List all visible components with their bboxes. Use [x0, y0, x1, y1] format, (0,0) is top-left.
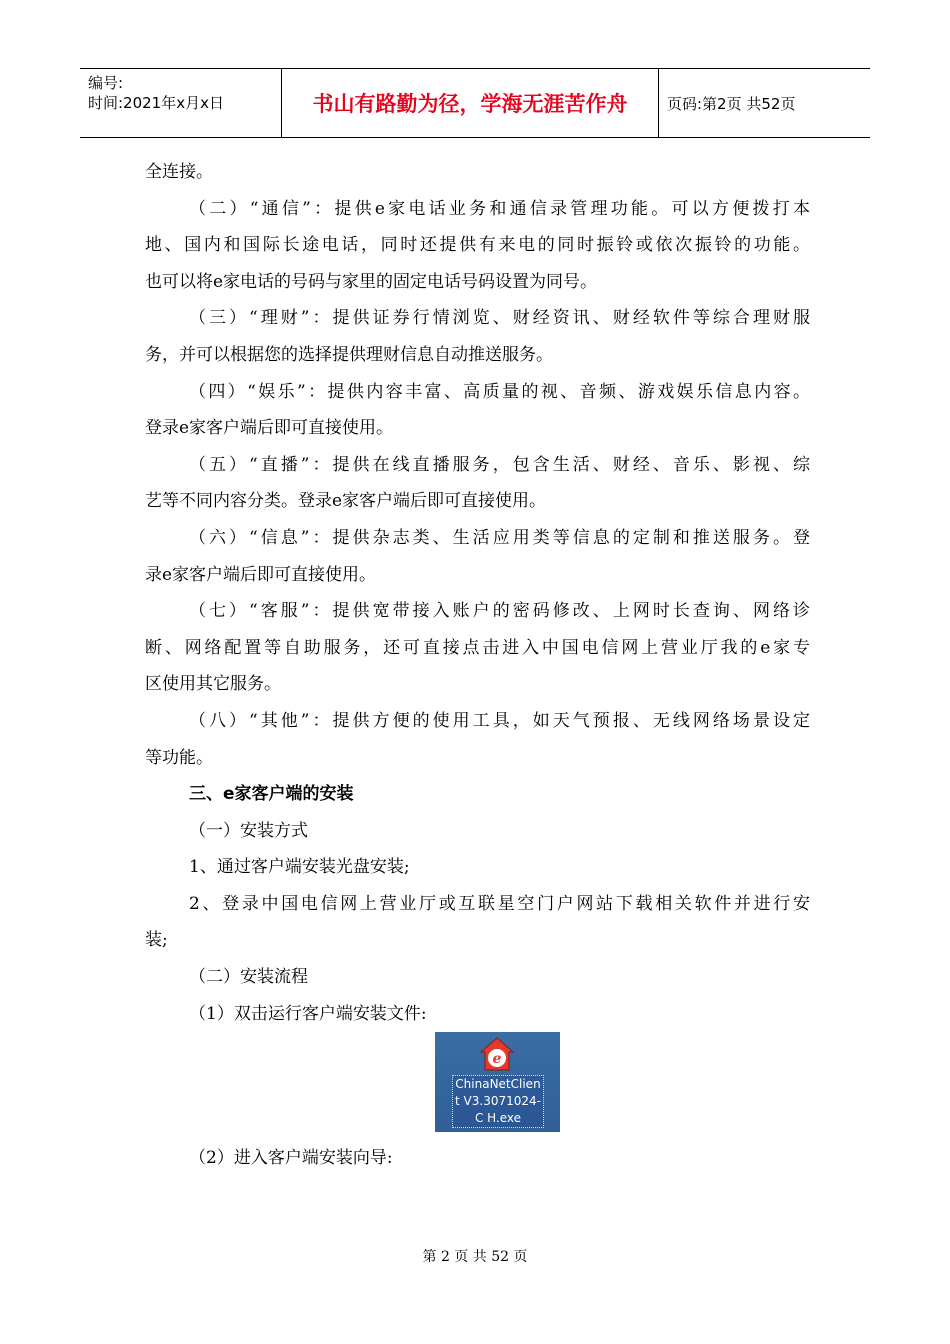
text-line: 全连接。: [145, 162, 213, 182]
document-body: [145, 154, 810, 1032]
text-line: （四）“娱乐”：提供内容丰富、高质量的视、音频、游戏娱乐信息内容。: [189, 381, 810, 402]
header-meta: [80, 69, 282, 137]
text-line: （八）“其他”：提供方便的使用工具，如天气预报、无线网络场景设定: [189, 710, 810, 731]
text-line: 断、网络配置等自助服务，还可直接点击进入中国电信网上营业厅我的e家专: [145, 637, 810, 658]
page-header: [80, 68, 870, 138]
text-line: 登录e家客户端后即可直接使用。: [145, 418, 394, 439]
text-line: 等功能。: [145, 747, 213, 768]
e-home-icon: [479, 1036, 515, 1072]
text-line: 也可以将e家电话的号码与家里的固定电话号码设置为同号。: [145, 271, 598, 292]
text-line: （二）安装流程: [189, 967, 308, 988]
text-line: 装;: [145, 930, 168, 951]
installer-file-icon[interactable]: [435, 1032, 560, 1132]
text-line: 务，并可以根据您的选择提供理财信息自动推送服务。: [145, 344, 553, 365]
text-line: （五）“直播”：提供在线直播服务，包含生活、财经、音乐、影视、综: [189, 454, 810, 475]
text-line: （三）“理财”：提供证券行情浏览、财经资讯、财经软件等综合理财服: [189, 308, 810, 329]
text-line: 1、通过客户端安装光盘安装;: [189, 857, 410, 878]
page-label: 页码:第2页 共52页: [667, 94, 796, 113]
motto: 书山有路勤为径，学海无涯苦作舟: [282, 69, 659, 137]
svg-text:e: e: [492, 1051, 502, 1067]
text-line: 2、登录中国电信网上营业厅或互联星空门户网站下载相关软件并进行安: [189, 893, 810, 914]
time-label: 时间:2021年x月x日: [88, 94, 224, 112]
text-line: （一）安装方式: [189, 820, 308, 841]
page-footer: 第 2 页 共 52 页: [422, 1249, 528, 1265]
text-line: 艺等不同内容分类。登录e家客户端后即可直接使用。: [145, 491, 547, 512]
text-line: 地、国内和国际长途电话，同时还提供有来电的同时振铃或依次振铃的功能。: [145, 235, 810, 256]
text-line: 录e家客户端后即可直接使用。: [145, 564, 377, 585]
installer-file-label: ChinaNetClient V3.3071024-C H.exe: [453, 1076, 543, 1127]
text-line: （六）“信息”：提供杂志类、生活应用类等信息的定制和推送服务。登: [189, 527, 810, 548]
number-label: 编号:: [88, 74, 124, 92]
text-line: （2）进入客户端安装向导:: [189, 1148, 393, 1168]
text-line: 区使用其它服务。: [145, 674, 281, 695]
text-line: （七）“客服”：提供宽带接入账户的密码修改、上网时长查询、网络诊: [189, 601, 810, 622]
text-line: （二）“通信”：提供e家电话业务和通信录管理功能。可以方便拨打本: [189, 198, 810, 219]
text-line: （1）双击运行客户端安装文件:: [189, 1003, 427, 1024]
section-heading: 三、e家客户端的安装: [189, 784, 354, 805]
